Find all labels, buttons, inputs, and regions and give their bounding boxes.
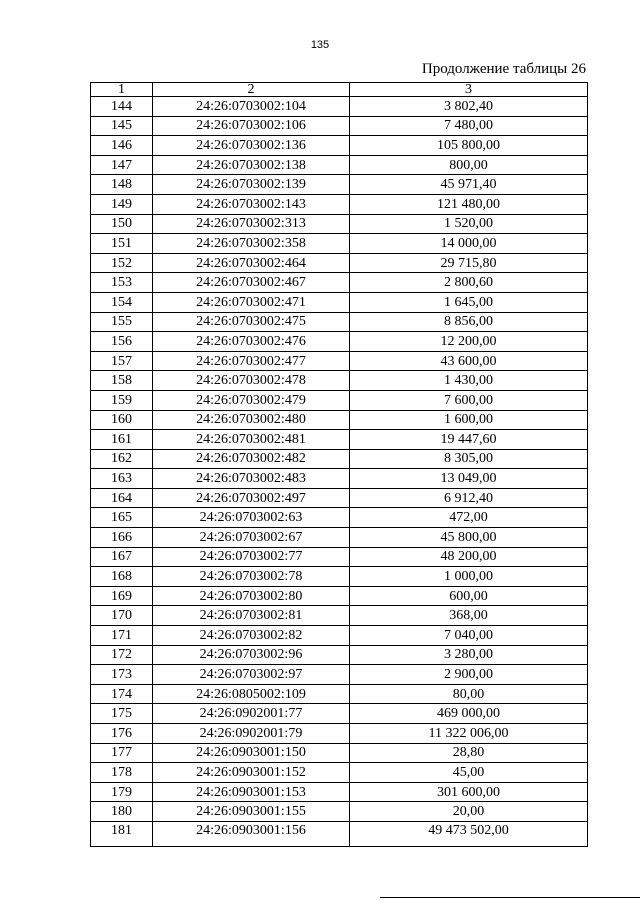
row-number-cell: 152 — [91, 253, 153, 273]
cadastral-number-cell: 24:26:0703002:313 — [153, 214, 350, 234]
table-row — [91, 390, 588, 410]
table-row — [91, 606, 588, 626]
cadastral-number-cell: 24:26:0903001:156 — [153, 821, 350, 846]
cadastral-number-cell: 24:26:0703002:467 — [153, 273, 350, 293]
cadastral-number-cell: 24:26:0703002:482 — [153, 449, 350, 469]
row-number-cell: 158 — [91, 371, 153, 391]
table-row — [91, 116, 588, 136]
table-row — [91, 665, 588, 685]
row-number-cell: 150 — [91, 214, 153, 234]
row-number-cell: 164 — [91, 488, 153, 508]
cadastral-number-cell: 24:26:0703002:104 — [153, 97, 350, 117]
row-number-cell: 181 — [91, 821, 153, 846]
cadastral-number-cell: 24:26:0703002:81 — [153, 606, 350, 626]
cadastral-number-cell: 24:26:0703002:63 — [153, 508, 350, 528]
row-number-cell: 148 — [91, 175, 153, 195]
column-header-1: 1 — [91, 83, 153, 97]
table-row — [91, 763, 588, 783]
row-number-cell: 166 — [91, 528, 153, 548]
amount-cell: 600,00 — [350, 586, 588, 606]
amount-cell: 45,00 — [350, 763, 588, 783]
cadastral-number-cell: 24:26:0703002:480 — [153, 410, 350, 430]
table-row — [91, 645, 588, 665]
row-number-cell: 147 — [91, 155, 153, 175]
row-number-cell: 149 — [91, 194, 153, 214]
amount-cell: 121 480,00 — [350, 194, 588, 214]
amount-cell: 469 000,00 — [350, 704, 588, 724]
amount-cell: 3 280,00 — [350, 645, 588, 665]
cadastral-number-cell: 24:26:0703002:478 — [153, 371, 350, 391]
row-number-cell: 171 — [91, 626, 153, 646]
row-number-cell: 170 — [91, 606, 153, 626]
cadastral-number-cell: 24:26:0703002:477 — [153, 351, 350, 371]
table-row — [91, 567, 588, 587]
table-row — [91, 97, 588, 117]
amount-cell: 3 802,40 — [350, 97, 588, 117]
row-number-cell: 176 — [91, 724, 153, 744]
cadastral-number-cell: 24:26:0703002:138 — [153, 155, 350, 175]
amount-cell: 11 322 006,00 — [350, 724, 588, 744]
row-number-cell: 151 — [91, 234, 153, 254]
cadastral-number-cell: 24:26:0703002:483 — [153, 469, 350, 489]
table-row — [91, 743, 588, 763]
amount-cell: 368,00 — [350, 606, 588, 626]
row-number-cell: 177 — [91, 743, 153, 763]
table-row — [91, 136, 588, 156]
data-table — [90, 82, 588, 847]
amount-cell: 7 480,00 — [350, 116, 588, 136]
row-number-cell: 144 — [91, 97, 153, 117]
amount-cell: 19 447,60 — [350, 430, 588, 450]
row-number-cell: 165 — [91, 508, 153, 528]
amount-cell: 1 600,00 — [350, 410, 588, 430]
amount-cell: 1 520,00 — [350, 214, 588, 234]
cadastral-number-cell: 24:26:0703002:77 — [153, 547, 350, 567]
amount-cell: 48 200,00 — [350, 547, 588, 567]
cadastral-number-cell: 24:26:0902001:79 — [153, 724, 350, 744]
amount-cell: 20,00 — [350, 802, 588, 822]
row-number-cell: 167 — [91, 547, 153, 567]
amount-cell: 45 800,00 — [350, 528, 588, 548]
amount-cell: 800,00 — [350, 155, 588, 175]
table-row — [91, 488, 588, 508]
cadastral-number-cell: 24:26:0703002:358 — [153, 234, 350, 254]
cadastral-number-cell: 24:26:0903001:155 — [153, 802, 350, 822]
row-number-cell: 146 — [91, 136, 153, 156]
row-number-cell: 160 — [91, 410, 153, 430]
table-row — [91, 253, 588, 273]
cadastral-number-cell: 24:26:0903001:153 — [153, 782, 350, 802]
amount-cell: 105 800,00 — [350, 136, 588, 156]
table-row — [91, 802, 588, 822]
amount-cell: 29 715,80 — [350, 253, 588, 273]
row-number-cell: 179 — [91, 782, 153, 802]
table-row — [91, 528, 588, 548]
table-row — [91, 469, 588, 489]
table-row — [91, 724, 588, 744]
table-body — [91, 97, 588, 847]
table-row — [91, 155, 588, 175]
cadastral-number-cell: 24:26:0703002:479 — [153, 390, 350, 410]
table-row — [91, 292, 588, 312]
row-number-cell: 172 — [91, 645, 153, 665]
row-number-cell: 174 — [91, 684, 153, 704]
table-row — [91, 332, 588, 352]
amount-cell: 80,00 — [350, 684, 588, 704]
cadastral-number-cell: 24:26:0703002:136 — [153, 136, 350, 156]
row-number-cell: 178 — [91, 763, 153, 783]
table-row — [91, 175, 588, 195]
amount-cell: 45 971,40 — [350, 175, 588, 195]
cadastral-number-cell: 24:26:0903001:152 — [153, 763, 350, 783]
amount-cell: 472,00 — [350, 508, 588, 528]
cadastral-number-cell: 24:26:0703002:82 — [153, 626, 350, 646]
cadastral-number-cell: 24:26:0703002:497 — [153, 488, 350, 508]
row-number-cell: 162 — [91, 449, 153, 469]
cadastral-number-cell: 24:26:0703002:464 — [153, 253, 350, 273]
amount-cell: 12 200,00 — [350, 332, 588, 352]
row-number-cell: 145 — [91, 116, 153, 136]
column-header-3: 3 — [350, 83, 588, 97]
amount-cell: 14 000,00 — [350, 234, 588, 254]
cadastral-number-cell: 24:26:0703002:476 — [153, 332, 350, 352]
cadastral-number-cell: 24:26:0703002:475 — [153, 312, 350, 332]
table-row — [91, 508, 588, 528]
amount-cell: 1 645,00 — [350, 292, 588, 312]
row-number-cell: 156 — [91, 332, 153, 352]
amount-cell: 2 800,60 — [350, 273, 588, 293]
table-row — [91, 410, 588, 430]
table-row — [91, 547, 588, 567]
row-number-cell: 155 — [91, 312, 153, 332]
amount-cell: 8 305,00 — [350, 449, 588, 469]
table-row — [91, 430, 588, 450]
amount-cell: 2 900,00 — [350, 665, 588, 685]
cadastral-number-cell: 24:26:0805002:109 — [153, 684, 350, 704]
amount-cell: 6 912,40 — [350, 488, 588, 508]
table-row — [91, 684, 588, 704]
footer-rule — [380, 897, 640, 898]
cadastral-number-cell: 24:26:0703002:97 — [153, 665, 350, 685]
cadastral-number-cell: 24:26:0703002:78 — [153, 567, 350, 587]
table-row — [91, 312, 588, 332]
cadastral-number-cell: 24:26:0703002:96 — [153, 645, 350, 665]
table-row — [91, 782, 588, 802]
amount-cell: 28,80 — [350, 743, 588, 763]
amount-cell: 49 473 502,00 — [350, 821, 588, 846]
cadastral-number-cell: 24:26:0703002:139 — [153, 175, 350, 195]
row-number-cell: 153 — [91, 273, 153, 293]
table-row — [91, 449, 588, 469]
amount-cell: 1 430,00 — [350, 371, 588, 391]
row-number-cell: 168 — [91, 567, 153, 587]
row-number-cell: 161 — [91, 430, 153, 450]
page-number: 135 — [310, 39, 330, 51]
cadastral-number-cell: 24:26:0902001:77 — [153, 704, 350, 724]
row-number-cell: 157 — [91, 351, 153, 371]
table-row — [91, 194, 588, 214]
cadastral-number-cell: 24:26:0703002:481 — [153, 430, 350, 450]
table-row — [91, 626, 588, 646]
row-number-cell: 180 — [91, 802, 153, 822]
amount-cell: 7 600,00 — [350, 390, 588, 410]
table-row — [91, 371, 588, 391]
header-row — [91, 83, 588, 97]
cadastral-number-cell: 24:26:0703002:143 — [153, 194, 350, 214]
table-row — [91, 586, 588, 606]
column-header-2: 2 — [153, 83, 350, 97]
table-row — [91, 234, 588, 254]
cadastral-number-cell: 24:26:0903001:150 — [153, 743, 350, 763]
amount-cell: 1 000,00 — [350, 567, 588, 587]
table-row — [91, 214, 588, 234]
table-row — [91, 273, 588, 293]
cadastral-number-cell: 24:26:0703002:471 — [153, 292, 350, 312]
cadastral-number-cell: 24:26:0703002:80 — [153, 586, 350, 606]
amount-cell: 43 600,00 — [350, 351, 588, 371]
row-number-cell: 169 — [91, 586, 153, 606]
row-number-cell: 163 — [91, 469, 153, 489]
cadastral-number-cell: 24:26:0703002:106 — [153, 116, 350, 136]
table-caption: Продолжение таблицы 26 — [421, 61, 586, 77]
row-number-cell: 154 — [91, 292, 153, 312]
amount-cell: 301 600,00 — [350, 782, 588, 802]
amount-cell: 7 040,00 — [350, 626, 588, 646]
row-number-cell: 173 — [91, 665, 153, 685]
row-number-cell: 175 — [91, 704, 153, 724]
table-row — [91, 704, 588, 724]
table-row — [91, 351, 588, 371]
row-number-cell: 159 — [91, 390, 153, 410]
table-row — [91, 821, 588, 846]
amount-cell: 8 856,00 — [350, 312, 588, 332]
amount-cell: 13 049,00 — [350, 469, 588, 489]
cadastral-number-cell: 24:26:0703002:67 — [153, 528, 350, 548]
